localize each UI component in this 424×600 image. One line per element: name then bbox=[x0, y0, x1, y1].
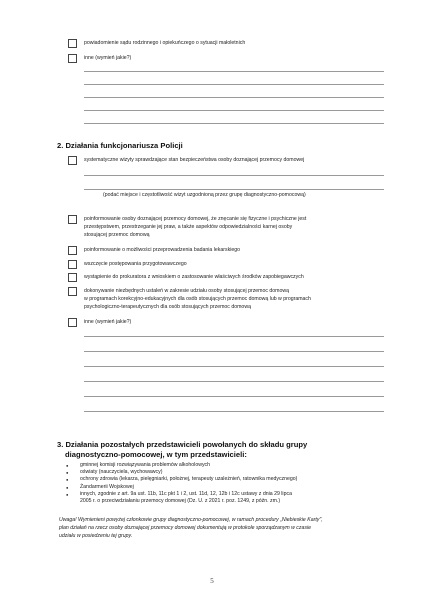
checkbox-other-top[interactable] bbox=[68, 54, 77, 63]
list-item: ● gminnej komisji rozwiązywania problemów alkoholowych bbox=[66, 462, 297, 469]
programs-line-3: psychologiczno-terapeutycznych dla osób stosujących przemoc domową bbox=[84, 304, 251, 310]
note-line-1: Uwaga! Wymienieni powyżej członkowie grupy diagnostyczno-pomocowej, w ramach procedury „Niebieskie Karty", bbox=[59, 517, 323, 523]
programs-line-1: dokonywanie niezbędnych ustaleń w zakresie udziału osoby stosującej przemoc domową bbox=[84, 288, 290, 294]
answer-line[interactable] bbox=[84, 411, 384, 412]
option-other-top-label: inne (wymień jakie?) bbox=[84, 55, 132, 61]
answer-line[interactable] bbox=[84, 110, 384, 111]
programs-line-2: w programach korekcyjno-edukacyjnych dla osób stosujących przemoc domową lub w programach bbox=[84, 296, 311, 302]
answer-line[interactable] bbox=[84, 84, 384, 85]
answer-line[interactable] bbox=[84, 366, 384, 367]
answer-line[interactable] bbox=[84, 123, 384, 124]
list-item: ● innych, zgodnie z art. 9a ust. 11b, 11c pkt 1 i 2, ust. 11d, 12, 12b i 12c ustawy z dnia 29 lipca bbox=[66, 491, 297, 498]
inform-victim-line-3: stosującej przemoc domową bbox=[84, 232, 150, 238]
note-line-2: plan działań na rzecz osoby doznającej przemocy domowej dokumentują w protokole sporządzanym w czasie bbox=[59, 525, 312, 531]
list-item: ● ochrony zdrowia (lekarza, pielęgniarki, położnej, terapeuty uzależnień, ratownika medycznego) bbox=[66, 476, 297, 483]
preparatory-proceedings-label: wszczęcie postępowania przygotowawczego bbox=[84, 261, 187, 267]
medical-exam-label: poinformowanie o możliwości przeprowadzenia badania lekarskiego bbox=[84, 247, 240, 253]
checkbox-preparatory-proceedings[interactable] bbox=[68, 260, 77, 269]
inform-victim-line-2: przestępstwem, przestrzeganie jej praw, a także aspektów odpowiedzialności karnej osoby bbox=[84, 224, 293, 230]
other-police-label: inne (wymień jakie?) bbox=[84, 319, 132, 325]
checkbox-other-police[interactable] bbox=[68, 318, 77, 327]
checkbox-medical-exam[interactable] bbox=[68, 246, 77, 255]
checkbox-court-notification[interactable] bbox=[68, 39, 77, 48]
answer-line[interactable] bbox=[84, 396, 384, 397]
page-number: 5 bbox=[210, 577, 214, 585]
representatives-list bbox=[66, 462, 297, 498]
checkbox-programs[interactable] bbox=[68, 287, 77, 296]
answer-line[interactable] bbox=[84, 189, 384, 190]
checkbox-inform-victim[interactable] bbox=[68, 215, 77, 224]
answer-line[interactable] bbox=[84, 71, 384, 72]
list-item-continuation: 2005 r. o przeciwdziałaniu przemocy domowej (Dz. U. z 2021 r. poz. 1249, z późn. zm.) bbox=[80, 498, 281, 504]
answer-line[interactable] bbox=[84, 336, 384, 337]
inform-victim-line-1: poinformowanie osoby doznającej przemocy domowej, że znęcanie się fizyczne i psychiczne jest bbox=[84, 216, 307, 222]
list-item: ● Żandarmerii Wojskowej bbox=[66, 484, 297, 491]
list-item: ● oświaty (nauczyciela, wychowawcy) bbox=[66, 469, 297, 476]
note-line-3: udziału w posiedzeniu tej grupy. bbox=[59, 533, 133, 539]
prosecutor-request-label: wystąpienie do prokuratora z wnioskiem o zastosowanie właściwych środków zapobiegawczych bbox=[84, 274, 304, 280]
answer-line[interactable] bbox=[84, 351, 384, 352]
answer-line[interactable] bbox=[84, 97, 384, 98]
checkbox-safety-visits[interactable] bbox=[68, 156, 77, 165]
visit-note: (podać miejsce i częstotliwość wizyt uzgodnioną przez grupę diagnostyczno-pomocową) bbox=[103, 192, 306, 198]
section-3-title-line-2: diagnostyczno-pomocowej, w tym przedstawicieli: bbox=[65, 450, 247, 459]
answer-line[interactable] bbox=[84, 381, 384, 382]
section-3-title-line-1: 3. Działania pozostałych przedstawicieli powołanych do składu grupy bbox=[57, 440, 308, 449]
option-court-notification-label: powiadomienie sądu rodzinnego i opiekuńczego o sytuacji małoletnich bbox=[84, 40, 246, 46]
answer-line[interactable] bbox=[84, 175, 384, 176]
safety-visits-label: systematyczne wizyty sprawdzające stan bezpieczeństwa osoby doznającej przemocy domowej bbox=[84, 157, 305, 163]
checkbox-prosecutor-request[interactable] bbox=[68, 273, 77, 282]
section-2-title: 2. Działania funkcjonariusza Policji bbox=[57, 141, 183, 150]
